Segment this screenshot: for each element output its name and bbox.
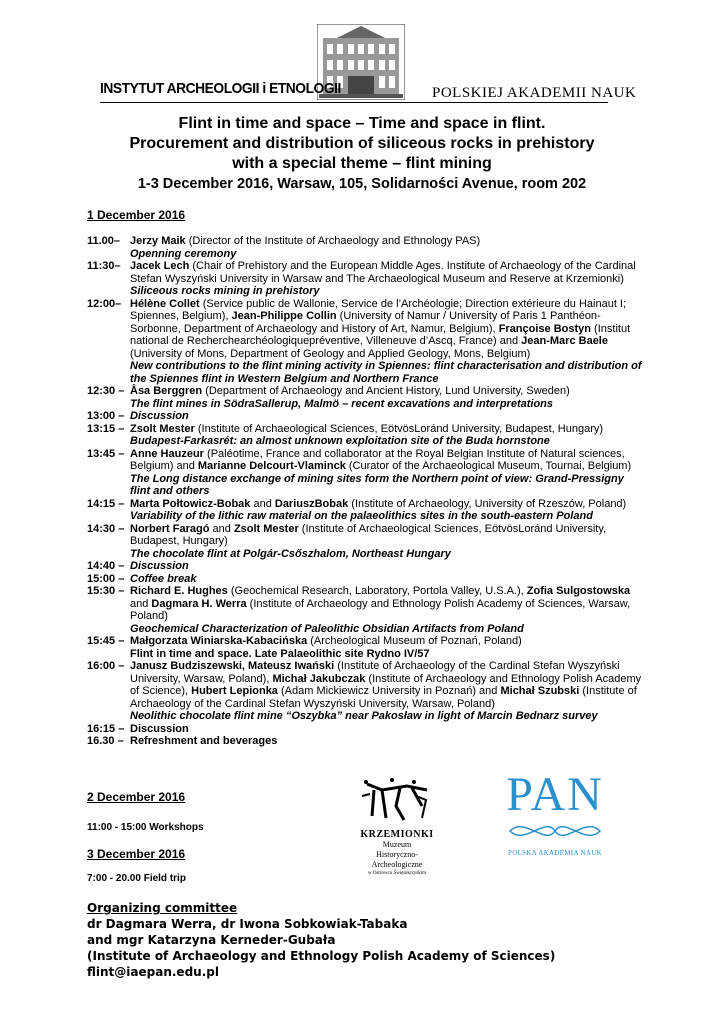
- talk-title: Openning ceremony: [130, 247, 237, 260]
- conference-title-line2: Procurement and distribution of siliceous rocks in prehistory: [129, 135, 595, 152]
- krzemionki-pictogram-icon: [352, 776, 442, 824]
- schedule-row: [87, 523, 647, 561]
- krzemionki-name: KRZEMIONKI: [360, 829, 434, 840]
- speaker-name: Refreshment and beverages: [130, 735, 278, 747]
- schedule-entry: [130, 385, 647, 410]
- affiliation-text: (Institute of Archaeology and Ethnology Polish Academy of Sciences, Warsaw, Poland): [130, 597, 631, 622]
- speaker-name: Richard E. Hughes: [130, 585, 228, 597]
- schedule-entry: [130, 560, 647, 573]
- schedule-row: [87, 260, 647, 298]
- affiliation-text: (Archeological Museum of Poznań, Poland): [307, 635, 522, 647]
- speaker-name: Jean-Philippe Collin: [231, 310, 337, 322]
- speaker-name: Discussion: [130, 410, 189, 422]
- talk-title: Siliceous rocks mining in prehistory: [130, 285, 320, 297]
- day1-heading: 1 December 2016: [87, 208, 186, 222]
- organizers-line1: dr Dagmara Werra, dr Iwona Sobkowiak-Tabaka: [87, 917, 408, 931]
- talk-title: Geochemical Characterization of Paleolithic Obsidian Artifacts from Poland: [130, 622, 524, 635]
- speaker-name: Norbert Faragó: [130, 522, 210, 535]
- speakers: [130, 385, 647, 398]
- krzemionki-sub2: Historyczno-Archeologiczne: [371, 850, 423, 869]
- affiliation-text: (University of Namur / University of Paris 1 Panthéon-Sorbonne, Department of Archaeology and History of Art, Namur, Belgium),: [130, 310, 601, 335]
- schedule-row: [87, 235, 647, 260]
- schedule-time: 16.30 –: [87, 735, 124, 747]
- affiliation-text: (Chair of Prehistory and the European Middle Ages. Institute of Archaeology of the Cardinal Stefan Wyszyński University in Warsaw and The Archaeological Museum and Reserve at Krzemionki): [130, 260, 636, 285]
- talk-title: Variability of the lithic raw material on the palaeolithics sites in the south-eastern Poland: [130, 510, 593, 522]
- speakers: [130, 523, 647, 548]
- schedule-time: 14:40 –: [87, 560, 125, 572]
- schedule-entry: [130, 410, 647, 423]
- affiliation-text: (Institute of Archaeology, University of Rzeszów, Poland): [348, 497, 627, 510]
- schedule-time: 14:15 –: [87, 497, 125, 510]
- affiliation-text: (Department of Archaeology and Ancient History, Lund University, Sweden): [202, 385, 570, 397]
- speakers: [130, 498, 647, 511]
- speaker-name: Michał Jakubczak: [272, 672, 366, 685]
- affiliation-text: (Curator of the Archaeological Museum, Tournai, Belgium): [345, 460, 632, 472]
- speaker-name: Marianne Delcourt-Vlaminck: [197, 460, 346, 472]
- speakers: [130, 260, 647, 285]
- organizing-title: Organizing committee: [87, 901, 238, 915]
- schedule-row: [87, 423, 647, 448]
- schedule-row: [87, 448, 647, 498]
- institute-name-right: POLSKIEJ AKADEMII NAUK: [432, 85, 637, 101]
- schedule-entry: [130, 498, 647, 523]
- schedule-row: [87, 573, 647, 586]
- schedule-entry: [130, 298, 647, 386]
- schedule-time: 14:30 –: [87, 522, 125, 535]
- speaker-name: Małgorzata Winiarska-Kabacińska: [130, 635, 308, 647]
- schedule-time: 13:00 –: [87, 410, 125, 422]
- organizing-committee: [87, 900, 555, 980]
- schedule-time: 12:00–: [87, 297, 122, 310]
- schedule-row: [87, 660, 647, 723]
- schedule-entry: [130, 523, 647, 561]
- affiliation-text: (Geochemical Research, Laboratory, Portola Valley, U.S.A.),: [227, 585, 527, 597]
- affiliation-text: (Institute of Archaeological Sciences, EötvösLoránd University, Budapest, Hungary): [130, 522, 607, 547]
- schedule-row: [87, 498, 647, 523]
- talk-title: Flint in time and space. Late Palaeolithic site Rydno IV/57: [130, 647, 430, 660]
- schedule-row: [87, 385, 647, 410]
- talk-title: The chocolate flint at Polgár-Csőszhalom, Northeast Hungary: [130, 547, 451, 560]
- speakers: [130, 635, 647, 648]
- speaker-name: Dagmara H. Werra: [151, 597, 247, 610]
- speaker-name: Zofia Sulgostowska: [526, 585, 631, 597]
- speakers: [130, 735, 647, 748]
- schedule-time: 13:45 –: [87, 447, 125, 460]
- talk-title: Neolithic chocolate flint mine “Oszybka” near Pakosław in light of Marcin Bednarz survey: [130, 710, 598, 722]
- schedule-row: [87, 560, 647, 573]
- schedule-row: [87, 585, 647, 635]
- talk-title: Budapest-Farkasrét: an almost unknown exploitation site of the Buda hornstone: [130, 435, 550, 447]
- day3-program: 7:00 - 20.00 Field trip: [87, 873, 186, 884]
- speakers: [130, 573, 647, 586]
- affiliation-text: and: [209, 522, 234, 535]
- affiliation-text: (Institute of Archaeology of the Cardinal Stefan Wyszyński University, Warsaw, Poland): [130, 685, 637, 710]
- pan-infinity-icon: [500, 818, 610, 844]
- day3-heading: 3 December 2016: [87, 847, 186, 861]
- schedule-entry: [130, 735, 647, 748]
- day2-program: 11:00 - 15:00 Workshops: [87, 822, 204, 833]
- schedule-row: [87, 723, 647, 736]
- schedule-row: [87, 735, 647, 748]
- day1-schedule: [87, 235, 647, 748]
- organizers-line2: and mgr Katarzyna Kerneder-Gubała: [87, 933, 336, 947]
- schedule-entry: [130, 235, 647, 260]
- schedule-entry: [130, 423, 647, 448]
- schedule-time: 15:30 –: [87, 585, 125, 597]
- talk-title: The flint mines in SödraSallerup, Malmö – recent excavations and interpretations: [130, 397, 553, 410]
- affiliation-text: (Institute of Archaeological Sciences, EötvösLoránd University, Budapest, Hungary): [194, 422, 604, 435]
- speaker-name: Anne Hauzeur: [130, 447, 204, 460]
- affiliation-text: (Institut national de Recherchearchéologiquepréventive, Villeneuve d’Ascq, France) and: [130, 322, 631, 347]
- affiliation-text: (Adam Mickiewicz University in Poznań) and: [277, 685, 501, 697]
- schedule-entry: [130, 723, 647, 736]
- pan-caption: POLSKA AKADEMIA NAUK: [508, 849, 602, 857]
- talk-title: The Long distance exchange of mining sites form the Northern point of view: Grand-Pressigny flint and others: [130, 472, 624, 497]
- krzemionki-museum-logo: [352, 776, 442, 876]
- pan-academy-logo: [500, 768, 610, 862]
- conference-date-venue: 1-3 December 2016, Warsaw, 105, Solidarności Avenue, room 202: [137, 176, 587, 192]
- schedule-entry: [130, 573, 647, 586]
- speakers: [130, 410, 647, 423]
- speakers: [130, 235, 647, 248]
- header-divider: [100, 102, 608, 103]
- speaker-name: Jacek Lech: [130, 260, 190, 272]
- speaker-name: Jean-Marc Baele: [521, 335, 608, 347]
- affiliation-text: (Paléotime, France and collaborator at the Royal Belgian Institute of Natural sciences, Belgium) and: [130, 447, 625, 472]
- schedule-entry: [130, 585, 647, 635]
- schedule-row: [87, 635, 647, 660]
- speaker-name: Janusz Budziszewski, Mateusz Iwański: [130, 660, 335, 672]
- schedule-time: 16:15 –: [87, 722, 125, 735]
- organizers-affiliation: (Institute of Archaeology and Ethnology Polish Academy of Sciences): [87, 949, 556, 963]
- institute-name-left: INSTYTUT ARCHEOLOGII i ETNOLOGII: [100, 80, 341, 97]
- speakers: [130, 585, 647, 623]
- schedule-time: 15:00 –: [87, 572, 125, 585]
- schedule-row: [87, 298, 647, 386]
- talk-title: New contributions to the flint mining activity in Spiennes: flint characterisation and distribution of the Spiennes flint in Western Belgium and Northern France: [130, 360, 642, 385]
- speaker-name: Hubert Lepionka: [191, 685, 278, 697]
- speaker-name: Françoise Bostyn: [498, 322, 591, 335]
- affiliation-text: and: [130, 597, 152, 610]
- speaker-name: Åsa Berggren: [130, 385, 203, 397]
- affiliation-text: (Service public de Wallonie, Service de l’Archéologie; Direction extérieure du Hainaut I; Spiennes, Belgium),: [130, 297, 627, 322]
- affiliation-text: and: [250, 497, 275, 510]
- krzemionki-sub3: w Ostrowcu Świętokrzyskim: [367, 871, 427, 876]
- speaker-name: Zsolt Mester: [130, 422, 195, 435]
- day2-heading: 2 December 2016: [87, 790, 186, 804]
- schedule-time: 16:00 –: [87, 660, 125, 672]
- pan-letters: PAN: [506, 768, 604, 821]
- krzemionki-sub1: Muzeum: [382, 840, 412, 849]
- speaker-name: DariuszBobak: [274, 497, 349, 510]
- speaker-name: Coffee break: [130, 572, 197, 585]
- schedule-entry: [130, 448, 647, 498]
- speakers: [130, 560, 647, 573]
- schedule-time: 11:30–: [87, 260, 121, 272]
- schedule-entry: [130, 260, 647, 298]
- conference-title-line3: with a special theme – flint mining: [232, 155, 492, 172]
- affiliation-text: (Institute of Archaeology and Ethnology Polish Academy of Science),: [130, 672, 642, 697]
- speaker-name: Hélène Collet: [130, 297, 200, 310]
- speakers: [130, 448, 647, 473]
- speaker-name: Discussion: [130, 722, 189, 735]
- speakers: [130, 298, 647, 361]
- schedule-entry: [130, 635, 647, 660]
- speakers: [130, 723, 647, 736]
- schedule-time: 13:15 –: [87, 422, 125, 435]
- contact-email[interactable]: flint@iaepan.edu.pl: [87, 965, 219, 979]
- speaker-name: Jerzy Maik: [130, 235, 186, 247]
- speaker-name: Discussion: [130, 560, 189, 572]
- schedule-time: 12:30 –: [87, 385, 125, 397]
- affiliation-text: (Institute of Archaeology of the Cardinal Stefan Wyszyński University, Warsaw, Poland),: [130, 660, 620, 685]
- schedule-entry: [130, 660, 647, 723]
- speaker-name: Zsolt Mester: [233, 522, 299, 535]
- schedule-time: 15:45 –: [87, 635, 125, 647]
- schedule-time: 11.00–: [87, 235, 121, 247]
- speaker-name: Marta Połtowicz-Bobak: [130, 497, 251, 510]
- conference-title-line1: Flint in time and space – Time and space in flint.: [178, 115, 546, 132]
- speakers: [130, 423, 647, 436]
- schedule-row: [87, 410, 647, 423]
- affiliation-text: (University of Mons, Department of Geology and Applied Geology, Mons, Belgium): [130, 347, 531, 360]
- affiliation-text: (Director of the Institute of Archaeology and Ethnology PAS): [185, 235, 481, 247]
- speakers: [130, 660, 647, 710]
- speaker-name: Michał Szubski: [500, 685, 580, 697]
